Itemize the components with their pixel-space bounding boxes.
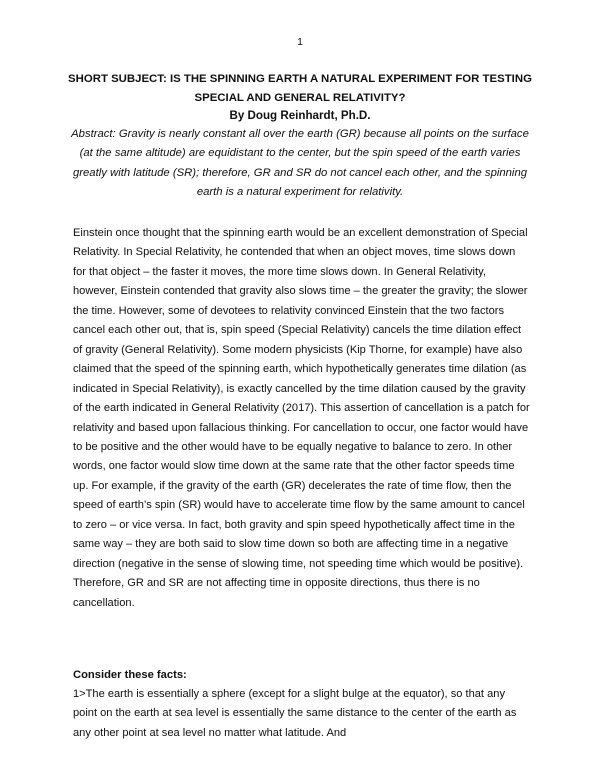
page-number: 1	[297, 36, 303, 48]
facts-list	[73, 685, 531, 743]
abstract: Abstract: Gravity is nearly constant all over the earth (GR) because all points on the surface (at the same altitude) are equidistant to the center, but the spin speed of the earth varies greatly with latitude (SR); therefore, GR and SR do not cancel each other, and the spinning earth is a natural experiment for relativity.	[71, 128, 529, 199]
body-section	[73, 224, 531, 613]
paper-title: SHORT SUBJECT: IS THE SPINNING EARTH A NATURAL EXPERIMENT FOR TESTING SPECIAL AND GENERAL RELATIVITY?	[68, 73, 532, 104]
author-line: By Doug Reinhardt, Ph.D.	[229, 109, 371, 122]
fact-item: 1>The earth is essentially a sphere (except for a slight bulge at the equator), so that any point on the earth at sea level is essentially the same distance to the center of the earth as any other point at sea level no matter what latitude. And	[73, 688, 517, 739]
body-paragraph: Einstein once thought that the spinning earth would be an excellent demonstration of Special Relativity. In Special Relativity, he contended that when an object moves, time slows down for that object – the faster it moves, the more time slows down. In General Relativity, however, Einstein contended that gravity also slows time – the greater the gravity; the slower the time. However, some of devotees to relativity convinced Einstein that the two factors cancel each other out, that is, spin speed (Special Relativity) cancels the time dilation effect of gravity (General Relativity). Some modern physicists (Kip Thorne, for example) have also claimed that the speed of the spinning earth, which hypothetically generates time dilation (as indicated in Special Relativity), is exactly cancelled by the time dilation caused by the gravity of the earth indicated in General Relativity (2017). This assertion of cancellation is a patch for relativity and based upon fallacious thinking. For cancellation to occur, one factor would have to be positive and the other would have to be equally negative to balance to zero. In other words, one factor would slow time down at the same rate that the other factor speeds time up. For example, if the gravity of the earth (GR) decelerates the rate of time flow, then the speed of earth’s spin (SR) would have to accelerate time flow by the same amount to cancel to zero – or vice versa. In fact, both gravity and spin speed hypothetically affect time in the same way – they are both said to slow time down so both are affecting time in a negative direction (negative in the sense of slowing time, not speeding time which would be positive). Therefore, GR and SR are not affecting time in opposite directions, thus there is no cancellation.	[73, 227, 530, 609]
facts-heading: Consider these facts:	[73, 669, 187, 681]
